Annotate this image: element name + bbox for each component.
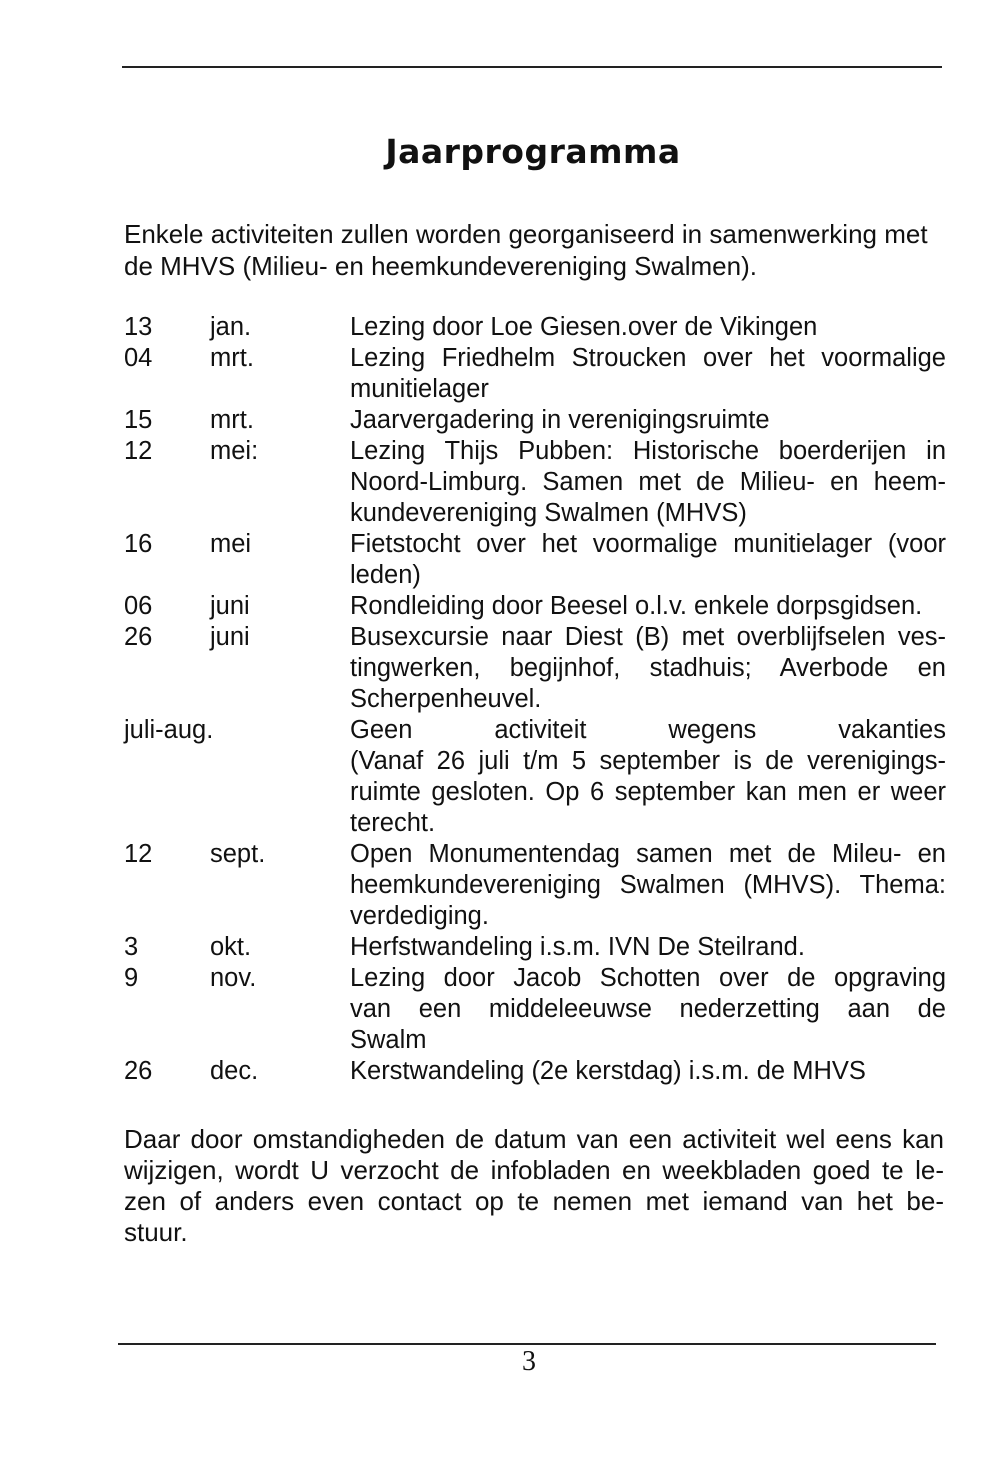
entry-day: 06 xyxy=(124,592,153,620)
entry-month: okt. xyxy=(210,933,252,961)
entry-month: juni xyxy=(210,623,250,651)
description-line: Lezing Friedhelm Stroucken over het voormalige xyxy=(350,344,946,372)
description-line: Busexcursie naar Diest (B) met overblijfselen ves- xyxy=(350,623,946,651)
description-line: Fietstocht over het voormalige munitielager (voor xyxy=(350,530,946,558)
schedule-entry xyxy=(124,591,946,622)
entry-description xyxy=(350,715,946,839)
description-line: tingwerken, begijnhof, stadhuis; Averbode en xyxy=(350,654,946,682)
description-line: van een middeleeuwse nederzetting aan de xyxy=(350,995,946,1023)
schedule-entry xyxy=(124,312,946,343)
entry-day: 13 xyxy=(124,313,153,341)
entry-day: 26 xyxy=(124,1057,153,1085)
entry-description xyxy=(350,963,946,1056)
schedule-entry xyxy=(124,436,946,529)
description-line: Noord-Limburg. Samen met de Milieu- en heem- xyxy=(350,468,946,496)
entry-day: 12 xyxy=(124,437,153,465)
description-line: heemkundevereniging Swalmen (MHVS). Thema: xyxy=(350,871,946,899)
entry-day: 3 xyxy=(124,933,139,961)
schedule-entry xyxy=(124,343,946,405)
schedule-entry xyxy=(124,622,946,715)
entry-day: 15 xyxy=(124,406,153,434)
description-line: Swalm xyxy=(350,1026,427,1054)
top-rule xyxy=(122,66,942,68)
schedule-entry xyxy=(124,715,946,839)
entry-description xyxy=(350,839,946,932)
schedule-entry xyxy=(124,529,946,591)
entry-description xyxy=(350,529,946,591)
entry-description xyxy=(350,312,946,343)
entry-period: juli-aug. xyxy=(124,716,214,744)
closing-line: Daar door omstandigheden de datum van een activiteit wel eens kan xyxy=(124,1124,944,1154)
entry-description xyxy=(350,343,946,405)
description-line: Kerstwandeling (2e kerstdag) i.s.m. de MHVS xyxy=(350,1057,866,1085)
entry-description xyxy=(350,622,946,715)
closing-line: wijzigen, wordt U verzocht de infobladen en weekbladen goed te le- xyxy=(124,1155,944,1185)
description-line: munitielager xyxy=(350,375,489,403)
page-number: 3 xyxy=(522,1346,536,1377)
description-line: verdediging. xyxy=(350,902,489,930)
schedule-entry xyxy=(124,963,946,1056)
schedule-entry xyxy=(124,839,946,932)
schedule-entry xyxy=(124,932,946,963)
description-line: Scherpenheuvel. xyxy=(350,685,542,713)
intro-paragraph: Enkele activiteiten zullen worden georganiseerd in samenwerking met de MHVS (Milieu- en heemkundevereniging Swalmen). xyxy=(124,219,928,281)
entry-description xyxy=(350,1056,946,1087)
entry-day: 9 xyxy=(124,964,139,992)
description-line: Geen activiteit wegens vakanties xyxy=(350,716,946,744)
entry-month: mrt. xyxy=(210,344,254,372)
schedule-entry xyxy=(124,1056,946,1087)
bottom-rule xyxy=(118,1343,936,1345)
description-line: Lezing door Jacob Schotten over de opgraving xyxy=(350,964,946,992)
entry-month: nov. xyxy=(210,964,257,992)
description-line: Herfstwandeling i.s.m. IVN De Steilrand. xyxy=(350,933,805,961)
schedule-list xyxy=(124,312,946,1087)
closing-paragraph xyxy=(124,1124,944,1248)
page-title: Jaarprogramma xyxy=(385,132,681,171)
entry-day: 26 xyxy=(124,623,153,651)
closing-line: zen of anders even contact op te nemen met iemand van het be- xyxy=(124,1186,944,1216)
entry-description xyxy=(350,591,946,622)
entry-month: mrt. xyxy=(210,406,254,434)
description-line: terecht. xyxy=(350,809,436,837)
entry-month: juni xyxy=(210,592,250,620)
description-line: (Vanaf 26 juli t/m 5 september is de verenigings- xyxy=(350,747,946,775)
description-line: leden) xyxy=(350,561,421,589)
entry-month: mei: xyxy=(210,437,259,465)
entry-description xyxy=(350,436,946,529)
entry-day: 04 xyxy=(124,344,153,372)
entry-month: dec. xyxy=(210,1057,259,1085)
schedule-entry xyxy=(124,405,946,436)
description-line: Jaarvergadering in verenigingsruimte xyxy=(350,406,770,434)
closing-line: stuur. xyxy=(124,1217,188,1247)
description-line: Open Monumentendag samen met de Mileu- en xyxy=(350,840,946,868)
description-line: ruimte gesloten. Op 6 september kan men er weer xyxy=(350,778,946,806)
entry-month: mei xyxy=(210,530,252,558)
entry-description xyxy=(350,405,946,436)
description-line: Rondleiding door Beesel o.l.v. enkele dorpsgidsen. xyxy=(350,592,923,620)
entry-day: 16 xyxy=(124,530,153,558)
description-line: kundevereniging Swalmen (MHVS) xyxy=(350,499,747,527)
entry-month: sept. xyxy=(210,840,266,868)
description-line: Lezing Thijs Pubben: Historische boerderijen in xyxy=(350,437,946,465)
entry-day: 12 xyxy=(124,840,153,868)
entry-month: jan. xyxy=(210,313,252,341)
entry-description xyxy=(350,932,946,963)
description-line: Lezing door Loe Giesen.over de Vikingen xyxy=(350,313,818,341)
